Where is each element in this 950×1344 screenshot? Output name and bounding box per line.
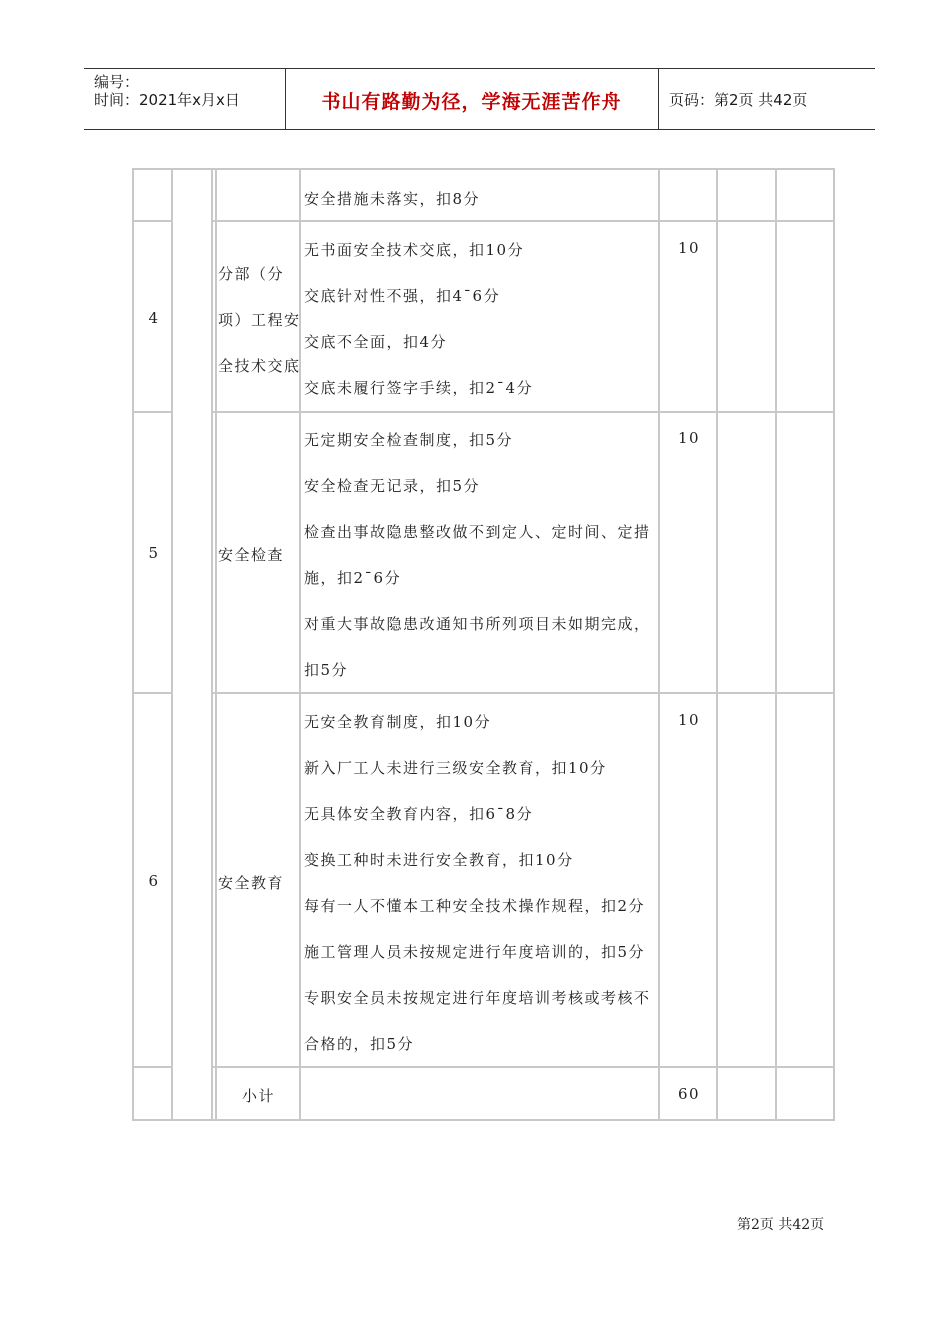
deduction-item: 交底未履行签字手续，扣2¯4分 <box>304 379 534 397</box>
table-gridline <box>211 170 213 1119</box>
table-gridline <box>215 170 217 1119</box>
deduction-item: 安全措施未落实，扣8分 <box>304 190 481 208</box>
item-name-line: 项）工程安 <box>218 311 301 329</box>
deduction-item: 新入厂工人未进行三级安全教育，扣10分 <box>304 759 607 777</box>
deduction-item: 施，扣2¯6分 <box>304 569 402 587</box>
item-name: 安全教育 <box>218 874 285 892</box>
page-header <box>84 68 875 130</box>
deduction-item: 检查出事故隐患整改做不到定人、定时间、定措 <box>304 523 651 541</box>
subtotal-score: 60 <box>677 1085 701 1103</box>
table-gridline <box>134 692 171 694</box>
table-gridline <box>134 1066 171 1068</box>
header-page-number: 页码：第2页 共42页 <box>669 91 808 109</box>
item-name-line: 全技术交底 <box>218 357 301 375</box>
deduction-item: 交底不全面，扣4分 <box>304 333 448 351</box>
table-gridline <box>213 411 833 413</box>
deduction-item: 变换工种时未进行安全教育，扣10分 <box>304 851 574 869</box>
row-number: 6 <box>148 872 160 890</box>
item-name-line: 分部（分 <box>218 265 285 283</box>
deduction-item: 安全检查无记录，扣5分 <box>304 477 481 495</box>
table-gridline <box>775 170 777 1119</box>
table-gridline <box>213 692 833 694</box>
item-score: 10 <box>677 239 701 257</box>
table-gridline <box>134 220 171 222</box>
deduction-item: 无具体安全教育内容，扣6¯8分 <box>304 805 534 823</box>
subtotal-label: 小计 <box>242 1087 276 1105</box>
footer-page-number: 第2页 共42页 <box>737 1217 825 1233</box>
deduction-item: 施工管理人员未按规定进行年度培训的，扣5分 <box>304 943 646 961</box>
item-name: 安全检查 <box>218 546 285 564</box>
table-gridline <box>716 170 718 1119</box>
deduction-item: 对重大事故隐患改通知书所列项目未如期完成， <box>304 615 651 633</box>
item-score: 10 <box>677 711 701 729</box>
row-number: 4 <box>148 309 160 327</box>
header-center-cell <box>285 69 659 129</box>
document-number-label: 编号： <box>94 73 140 91</box>
header-right-cell <box>659 69 875 129</box>
row-number: 5 <box>148 544 160 562</box>
table-gridline <box>213 1066 833 1068</box>
table-gridline <box>134 411 171 413</box>
table-gridline <box>658 170 660 1119</box>
table-gridline <box>213 220 833 222</box>
header-motto: 书山有路勤为径，学海无涯苦作舟 <box>321 91 622 113</box>
deduction-item: 扣5分 <box>304 661 349 679</box>
safety-scoring-table <box>132 168 835 1121</box>
document-date: 时间：2021年x月x日 <box>94 91 240 109</box>
item-score: 10 <box>677 429 701 447</box>
deduction-item: 无安全教育制度，扣10分 <box>304 713 492 731</box>
deduction-item: 合格的，扣5分 <box>304 1035 415 1053</box>
header-left-cell <box>84 69 286 129</box>
deduction-item: 每有一人不懂本工种安全技术操作规程，扣2分 <box>304 897 646 915</box>
deduction-item: 无书面安全技术交底，扣10分 <box>304 241 525 259</box>
deduction-item: 交底针对性不强，扣4¯6分 <box>304 287 501 305</box>
deduction-item: 无定期安全检查制度，扣5分 <box>304 431 514 449</box>
deduction-item: 专职安全员未按规定进行年度培训考核或考核不 <box>304 989 651 1007</box>
